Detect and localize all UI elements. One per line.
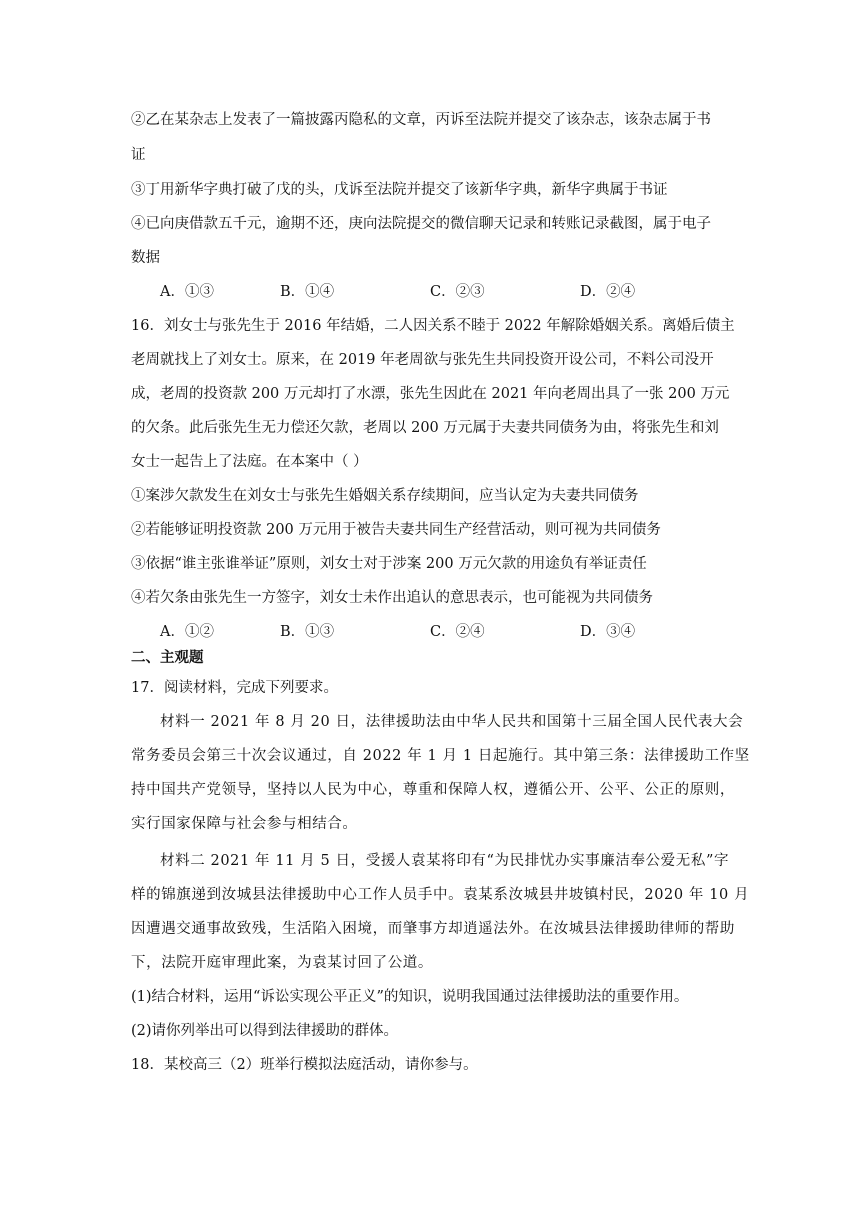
q16-option-c: C．②④ [430, 624, 485, 640]
q16-item-3: ③依据“谁主张谁举证”原则，刘女士对于涉案 200 万元欠款的用途负有举证责任 [131, 556, 647, 572]
section-heading: 二、主观题 [131, 649, 204, 666]
q15-item-4-cont: 数据 [131, 250, 160, 266]
q15-option-a: A．①③ [160, 284, 214, 300]
q15-option-c: C．②③ [430, 284, 485, 300]
q17-material2-line-2: 样的锦旗递到汝城县法律援助中心工作人员手中。袁某系汝城县井坡镇村民，2020 年 10 月 [131, 887, 750, 903]
q17-material1-line-4: 实行国家保障与社会参与相结合。 [131, 816, 358, 832]
q15-item-3: ③丁用新华字典打破了戊的头，戊诉至法院并提交了该新华字典，新华字典属于书证 [131, 182, 668, 198]
q18-stem: 18．某校高三（2）班举行模拟法庭活动，请你参与。 [131, 1057, 478, 1073]
q17-material2-line-3: 因遭遇交通事故致残，生活陷入困境，而肇事方却逍遥法外。在汝城县法律援助律师的帮助 [131, 921, 735, 937]
q16-option-a: A．①② [160, 624, 214, 640]
q16-item-4: ④若欠条由张先生一方签字，刘女士未作出追认的意思表示，也可能视为共同债务 [131, 590, 653, 606]
q17-stem: 17．阅读材料，完成下列要求。 [131, 680, 338, 696]
q15-item-4: ④已向庚借款五千元，逾期不还，庚向法院提交的微信聊天记录和转账记录截图，属于电子 [131, 216, 711, 232]
q17-sub-question-2: (2)请你列举出可以得到法律援助的群体。 [131, 1023, 399, 1039]
q15-option-d: D．②④ [580, 284, 636, 300]
q16-stem-line-1: 16．刘女士与张先生于 2016 年结婚，二人因关系不睦于 2022 年解除婚姻关系。离婚后债主 [131, 318, 735, 334]
q16-stem-line-2: 老周就找上了刘女士。原来，在 2019 年老周欲与张先生共同投资开设公司，不料公司没开 [131, 352, 714, 368]
q16-stem-line-5: 女士一起告上了法庭。在本案中（ ） [131, 454, 368, 470]
q16-item-2: ②若能够证明投资款 200 万元用于被告夫妻共同生产经营活动，则可视为共同债务 [131, 522, 661, 538]
q17-material2-line-4: 下，法院开庭审理此案，为袁某讨回了公道。 [131, 955, 433, 971]
q15-item-2: ②乙在某杂志上发表了一篇披露丙隐私的文章，丙诉至法院并提交了该杂志，该杂志属于书 [131, 112, 711, 128]
q16-options [160, 622, 720, 642]
q17-material1-line-2: 常务委员会第三十次会议通过，自 2022 年 1 月 1 日起施行。其中第三条：法律援助工作坚 [131, 748, 750, 764]
q15-item-2-cont: 证 [131, 147, 146, 163]
q16-stem-line-4: 的欠条。此后张先生无力偿还欠款，老周以 200 万元属于夫妻共同债务为由，将张先生和刘 [131, 420, 719, 436]
q17-material1-line-1: 材料一 2021 年 8 月 20 日，法律援助法由中华人民共和国第十三届全国人民代表大会 [160, 714, 744, 730]
q15-option-b: B．①④ [280, 284, 335, 300]
q16-item-1: ①案涉欠款发生在刘女士与张先生婚姻关系存续期间，应当认定为夫妻共同债务 [131, 488, 639, 504]
q17-material1-line-3: 持中国共产党领导，坚持以人民为中心，尊重和保障人权，遵循公开、公平、公正的原则， [131, 782, 735, 798]
q16-stem-line-3: 成，老周的投资款 200 万元却打了水漂，张先生因此在 2021 年向老周出具了一张 200 万元 [131, 386, 730, 402]
q16-option-b: B．①③ [280, 624, 335, 640]
q15-options [160, 282, 720, 302]
q17-sub-question-1: (1)结合材料，运用“诉讼实现公平正义”的知识，说明我国通过法律援助法的重要作用。 [131, 989, 689, 1005]
q17-material2-line-1: 材料二 2021 年 11 月 5 日，受援人袁某将印有“为民排忧办实事廉洁奉公爱无私”字 [160, 853, 730, 869]
q16-option-d: D．③④ [580, 624, 636, 640]
